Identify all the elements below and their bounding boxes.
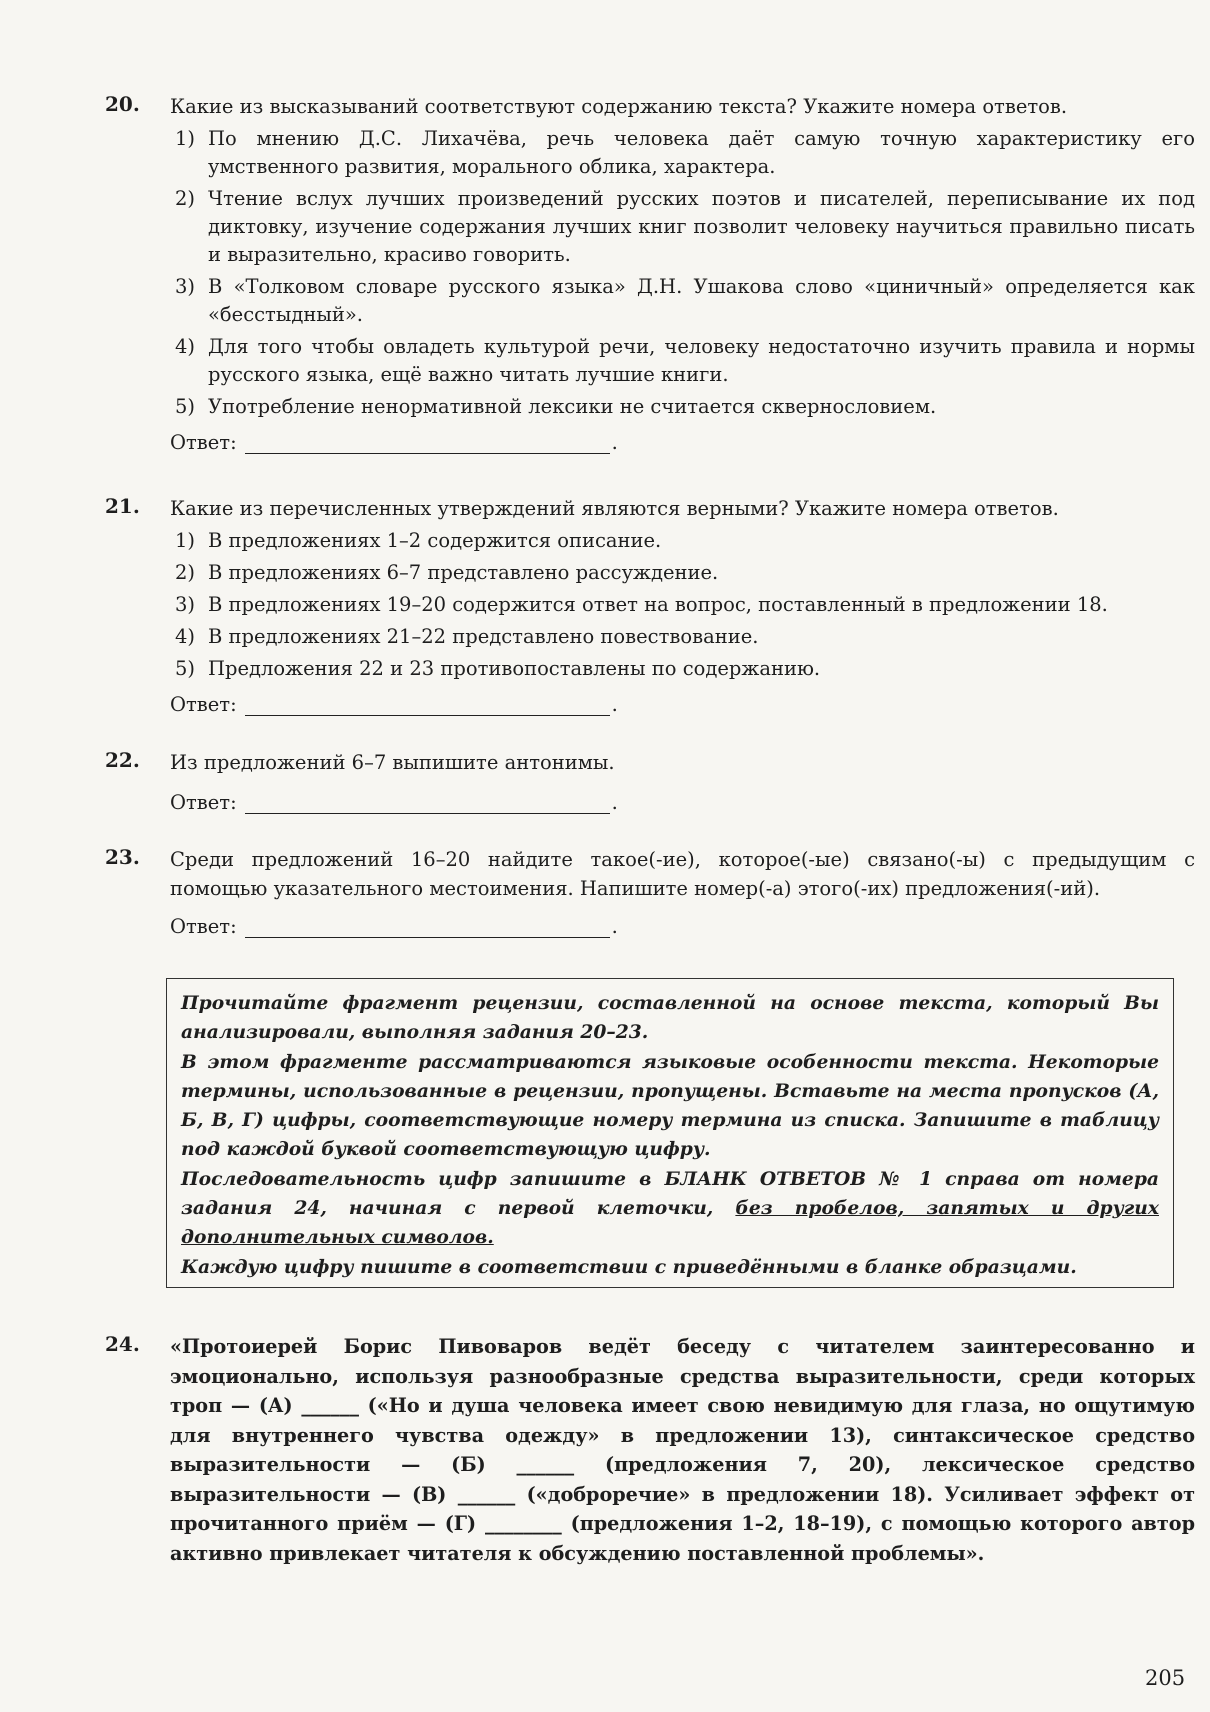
instruction-box [166, 978, 1174, 1288]
answer-label: Ответ: [170, 431, 237, 454]
task-21 [105, 494, 1195, 716]
option-4: 4) Для того чтобы овладеть культурой речи, человеку недостаточно изучить правила и нормы русского языка, ещё важно читать лучшие книги. [175, 335, 1195, 386]
answer-field[interactable] [245, 791, 610, 814]
review-fragment: «Протоиерей Борис Пивоваров ведёт беседу с читателем заинтересованно и эмоционально, используя разнообразные средства выразительности, среди которых троп — (А) ______ («Но и душа человека имеет свою невидимую для глаза, но ощутимую для внутреннего чувства одежду» в предложении 13), синтаксическое средство выразительности — (Б) ______ (предложения 7, 20), лексическое средство выразительности — (В) ______ («доброречие» в предложении 18). Усиливает эффект от прочитанного приём — (Г) ________ (предложения 1–2, 18–19), с помощью которого автор активно привлекает читателя к обсуждению поставленной проблемы». [170, 1335, 1195, 1565]
task-24 [105, 1332, 1195, 1568]
answer-label: Ответ: [170, 915, 237, 938]
task-number: 20. [105, 92, 140, 116]
answer-label: Ответ: [170, 693, 237, 716]
answer-row: Ответ: . [170, 915, 618, 938]
task-question: Из предложений 6–7 выпишите антонимы. [170, 751, 615, 774]
underlined-note: без пробелов, запятых и других дополнительных символов. [181, 1197, 1159, 1249]
option-4: 4) В предложениях 21–22 представлено повествование. [175, 625, 759, 648]
answer-row: Ответ: . [170, 791, 618, 814]
instruction-paragraph: Последовательность цифр запишите в БЛАНК ОТВЕТОВ № 1 справа от номера задания 24, начиная с первой клеточки, без пробелов, запятых и других дополнительных символов. [181, 1167, 1159, 1249]
answer-field[interactable] [245, 915, 610, 938]
task-question: Какие из высказываний соответствуют содержанию текста? Укажите номера ответов. [170, 95, 1068, 118]
page-number: 205 [1145, 1666, 1186, 1690]
option-3: 3) В «Толковом словаре русского языка» Д.Н. Ушакова слово «циничный» определяется как «бесстыдный». [175, 275, 1195, 326]
option-1: 1) По мнению Д.С. Лихачёва, речь человека даёт самую точную характеристику его умственного развития, морального облика, характера. [175, 127, 1195, 178]
option-3: 3) В предложениях 19–20 содержится ответ на вопрос, поставленный в предложении 18. [175, 593, 1108, 616]
answer-field[interactable] [245, 693, 610, 716]
task-number: 21. [105, 494, 140, 518]
task-23 [105, 845, 1195, 938]
answer-row: Ответ: . [170, 693, 618, 716]
task-20 [105, 92, 1195, 454]
options-list [175, 527, 1195, 683]
task-question: Какие из перечисленных утверждений являются верными? Укажите номера ответов. [170, 497, 1059, 520]
answer-label: Ответ: [170, 791, 237, 814]
answer-field[interactable] [245, 431, 610, 454]
instruction-paragraph: Прочитайте фрагмент рецензии, составленной на основе текста, который Вы анализировали, выполняя задания 20–23. [181, 992, 1159, 1044]
option-2: 2) В предложениях 6–7 представлено рассуждение. [175, 561, 719, 584]
task-22 [105, 748, 1195, 814]
task-number: 23. [105, 845, 140, 869]
answer-row: Ответ: . [170, 431, 618, 454]
task-question: Среди предложений 16–20 найдите такое(-ие), которое(-ые) связано(-ы) с предыдущим с помощью указательного местоимения. Напишите номер(-а) этого(-их) предложения(-ий). [170, 848, 1195, 900]
option-5: 5) Предложения 22 и 23 противопоставлены по содержанию. [175, 657, 821, 680]
task-number: 22. [105, 748, 140, 772]
option-1: 1) В предложениях 1–2 содержится описание. [175, 529, 662, 552]
instruction-paragraph: В этом фрагменте рассматриваются языковые особенности текста. Некоторые термины, использованные в рецензии, пропущены. Вставьте на места пропусков (А, Б, В, Г) цифры, соответствующие номеру термина из списка. Запишите в таблицу под каждой буквой соответствующую цифру. [181, 1050, 1159, 1161]
task-number: 24. [105, 1332, 140, 1356]
options-list [175, 125, 1195, 421]
option-5: 5) Употребление ненормативной лексики не считается сквернословием. [175, 395, 937, 418]
option-2: 2) Чтение вслух лучших произведений русских поэтов и писателей, переписывание их под диктовку, изучение содержания лучших книг позволит человеку научиться правильно писать и выразительно, красиво говорить. [175, 187, 1195, 266]
instruction-paragraph: Каждую цифру пишите в соответствии с приведёнными в бланке образцами. [181, 1255, 1077, 1278]
